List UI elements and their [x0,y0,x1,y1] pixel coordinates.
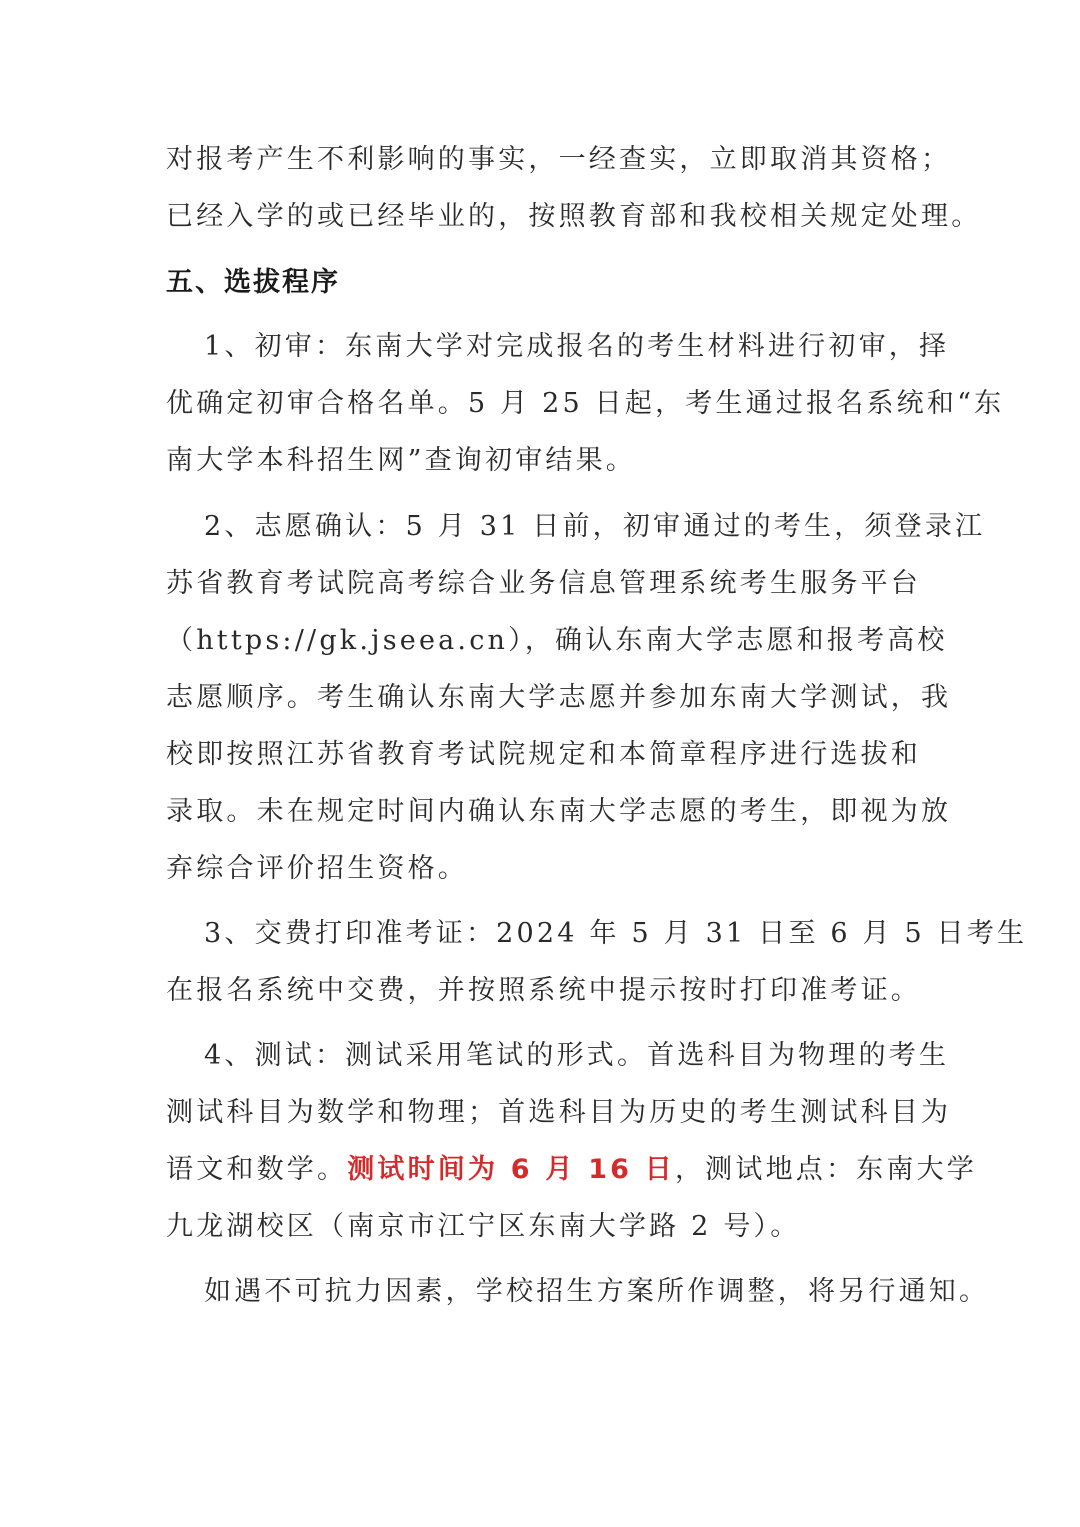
section-heading: 五、选拔程序 [166,267,340,298]
test-date-highlight: 测试时间为 6 月 16 日 [347,1154,675,1185]
item-1-line: 1、初审：东南大学对完成报名的考生材料进行初审，择 [204,331,950,362]
item-4-line: 4、测试：测试采用笔试的形式。首选科目为物理的考生 [204,1040,950,1071]
item-4-line [166,1150,977,1190]
paragraph-line: 对报考产生不利影响的事实，一经查实，立即取消其资格； [166,144,952,175]
item-2-line: 校即按照江苏省教育考试院规定和本简章程序进行选拔和 [166,739,921,770]
item-4-text: 语文和数学。 [166,1154,348,1185]
item-2-line: （https://gk.jseea.cn），确认东南大学志愿和报考高校 [166,625,948,656]
item-3-line: 在报名系统中交费，并按照系统中提示按时打印准考证。 [166,975,921,1006]
item-4-line: 测试科目为数学和物理；首选科目为历史的考生测试科目为 [166,1097,952,1128]
item-1-line: 南大学本科招生网”查询初审结果。 [166,445,637,476]
item-3-line: 3、交费打印准考证：2024 年 5 月 31 日至 6 月 5 日考生 [204,918,1028,949]
item-2-line: 弃综合评价招生资格。 [166,853,468,884]
item-2-line: 苏省教育考试院高考综合业务信息管理系统考生服务平台 [166,568,921,599]
item-2-line: 2、志愿确认：5 月 31 日前，初审通过的考生，须登录江 [204,511,986,542]
closing-note: 如遇不可抗力因素，学校招生方案所作调整，将另行通知。 [204,1276,990,1307]
item-4-text: ，测试地点：东南大学 [674,1154,977,1185]
item-4-line: 九龙湖校区（南京市江宁区东南大学路 2 号）。 [166,1211,801,1242]
item-2-line: 志愿顺序。考生确认东南大学志愿并参加东南大学测试，我 [166,682,952,713]
item-1-line: 优确定初审合格名单。5 月 25 日起，考生通过报名系统和“东 [166,388,1005,419]
item-2-line: 录取。未在规定时间内确认东南大学志愿的考生，即视为放 [166,796,952,827]
paragraph-line: 已经入学的或已经毕业的，按照教育部和我校相关规定处理。 [166,201,982,232]
